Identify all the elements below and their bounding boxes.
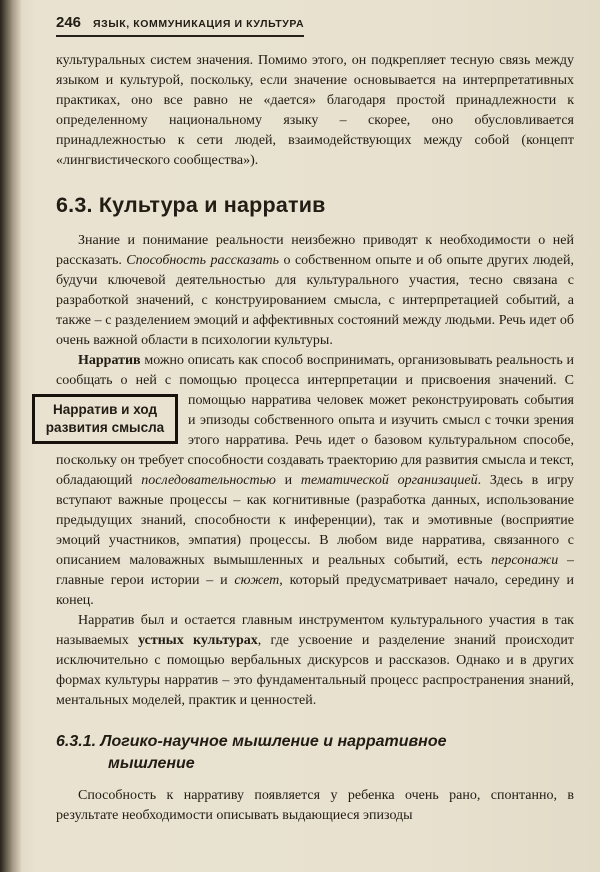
paragraph-narrative-definition [45, 351, 575, 611]
section-heading-6-3: 6.3. Культура и нарратив [56, 193, 326, 217]
page-number: 246 [56, 14, 82, 31]
running-title: ЯЗЫК, КОММУНИКАЦИЯ И КУЛЬТУРА [93, 18, 305, 30]
paragraph-narrative-ability: Способность к нарративу появляется у ребенка очень рано, спонтанно, в результате необходимости описывать выдающиеся эпизоды [56, 788, 574, 823]
paragraph-part-before-note: Нарратив можно описать как способ воспринимать, организовывать реальность и сообщать о ней с помощью процесса интерпретации и присвоения значений. [56, 353, 574, 388]
margin-note-box [32, 394, 178, 444]
paragraph-continuation: культуральных систем значения. Помимо этого, он подкрепляет тесную связь между языком и культурой, поскольку, если значение основывается на интерпретативных практиках, оно все равно не «дается» благодаря простой принадлежности к определенному национальному языку – скорее, оно обусловливается принадлежностью к сети людей, взаимодействующих между собой (концепт «лингвистического сообщества»). [56, 53, 574, 168]
running-header [56, 14, 304, 37]
subsection-heading-6-3-1: 6.3.1. Логико-научное мышление и нарративное мышление [56, 733, 447, 772]
paragraph-oral-cultures: Нарратив был и остается главным инструментом культурального участия в так называемых устных культурах, где усвоение и разделение знаний происходит исключительно с помощью вербальных дискурсов и рассказов. Однако и в других формах культуры нарратив – это фундаментальный процесс распространения знаний, ментальных моделей, практик и ценностей. [56, 613, 574, 708]
paragraph-knowledge-reality: Знание и понимание реальности неизбежно приводят к необходимости о ней рассказать. Способность рассказать о собственном опыте и об опыте других людей, будучи ключевой деятельностью для культурального участия, тесно связана с разработкой значений, с конструированием смысла, с интерпретацией событий, а также – с разделением эмоций и аффективных состояний между людьми. Речь идет об очень важной области в психологии культуры. [56, 233, 574, 348]
margin-note-line-1: Нарратив и ход [52, 402, 158, 417]
margin-note-line-2: развития смысла [45, 420, 165, 435]
paragraph-part-after-note: С помощью нарратива человек может реконструировать события и эпизоды собственного опыта и изучить смысл с точки зрения этого нарратива. Речь идет о базовом культуральном способе, поскольку он требует способности создавать траекторию для развития смысла и текст, обладающий последовательностью и тематической организацией. Здесь в игру вступают важные процессы – как когнитивные (разработка данных, использование предыдущих знаний, способности к инференции), так и эмотивные (восприятие эмоций участников, эмпатия) процессы. В любом виде нарратива, связанного с описанием маловажных вымышленных и реальных событий, есть персонажи – главные герои истории – и сюжет, который предусматривает начало, середину и конец. [56, 373, 575, 608]
